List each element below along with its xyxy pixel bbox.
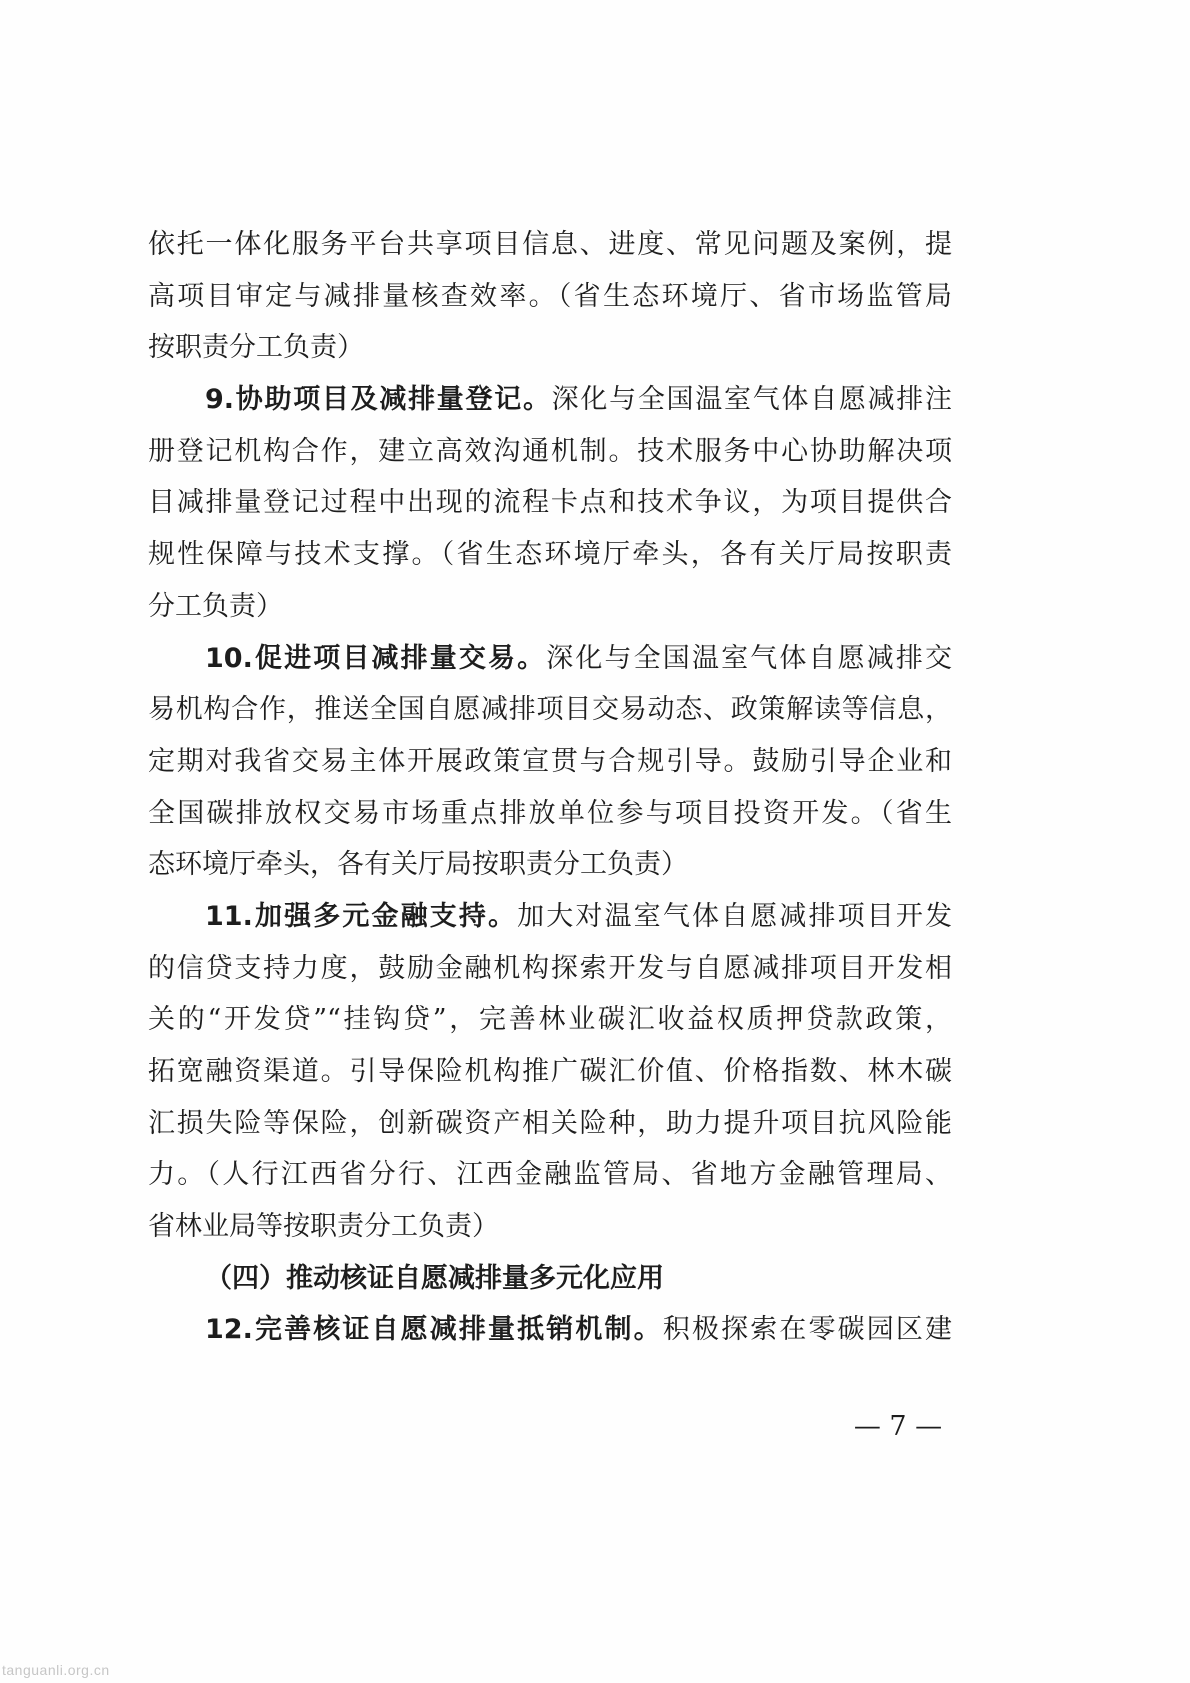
- item-11-first-line: [148, 891, 952, 943]
- text-line: 册登记机构合作，建立高效沟通机制。技术服务中心协助解决项: [148, 435, 952, 467]
- text-line: 省林业局等按职责分工负责）: [148, 1211, 499, 1243]
- text-line: 拓宽融资渠道。引导保险机构推广碳汇价值、价格指数、林木碳: [148, 1056, 952, 1087]
- text-line: 依托一体化服务平台共享项目信息、进度、常见问题及案例，提: [148, 229, 952, 260]
- text-line: 高项目审定与减排量核查效率。（省生态环境厅、省市场监管局: [148, 280, 952, 312]
- text-line: 定期对我省交易主体开展政策宣贯与合规引导。鼓励引导企业和: [148, 745, 952, 777]
- item-10-first-line: [148, 633, 952, 685]
- text-line: 深化与全国温室气体自愿减排交: [546, 642, 952, 674]
- item-9-first-line: [148, 374, 952, 426]
- text-line: 分工负责）: [148, 590, 283, 622]
- text-line: 全国碳排放权交易市场重点排放单位参与项目投资开发。（省生: [148, 797, 952, 829]
- text-line: 易机构合作，推送全国自愿减排项目交易动态、政策解读等信息，: [148, 694, 952, 726]
- item-heading: 11.加强多元金融支持。: [205, 900, 518, 932]
- item-12-first-line: [148, 1304, 952, 1356]
- watermark: tanguanli.org.cn: [2, 1662, 110, 1678]
- text-line: 规性保障与技术支撑。（省生态环境厅牵头，各有关厅局按职责: [148, 539, 952, 571]
- text-line: 目减排量登记过程中出现的流程卡点和技术争议，为项目提供合: [148, 487, 952, 519]
- item-heading: 10.促进项目减排量交易。: [205, 642, 547, 674]
- text-line: 按职责分工负责）: [148, 332, 364, 364]
- text-line: 汇损失险等保险，创新碳资产相关险种，助力提升项目抗风险能: [148, 1107, 952, 1139]
- text-line: 深化与全国温室气体自愿减排注: [551, 384, 952, 416]
- page-number: — 7 —: [853, 1411, 943, 1442]
- document-body: [148, 219, 952, 1356]
- item-heading: 9.协助项目及减排量登记。: [205, 384, 552, 416]
- text-line: 关的“开发贷”“挂钩贷”，完善林业碳汇收益权质押贷款政策，: [148, 1004, 952, 1036]
- section-heading: （四）推动核证自愿减排量多元化应用: [205, 1262, 664, 1294]
- text-line: 的信贷支持力度，鼓励金融机构探索开发与自愿减排项目开发相: [148, 952, 952, 984]
- text-line: 积极探索在零碳园区建: [662, 1314, 952, 1346]
- text-line: 态环境厅牵头，各有关厅局按职责分工负责）: [148, 849, 688, 881]
- text-line: 加大对温室气体自愿减排项目开发: [517, 900, 952, 932]
- text-line: 力。（人行江西省分行、江西金融监管局、省地方金融管理局、: [148, 1159, 952, 1191]
- item-heading: 12.完善核证自愿减排量抵销机制。: [205, 1314, 663, 1346]
